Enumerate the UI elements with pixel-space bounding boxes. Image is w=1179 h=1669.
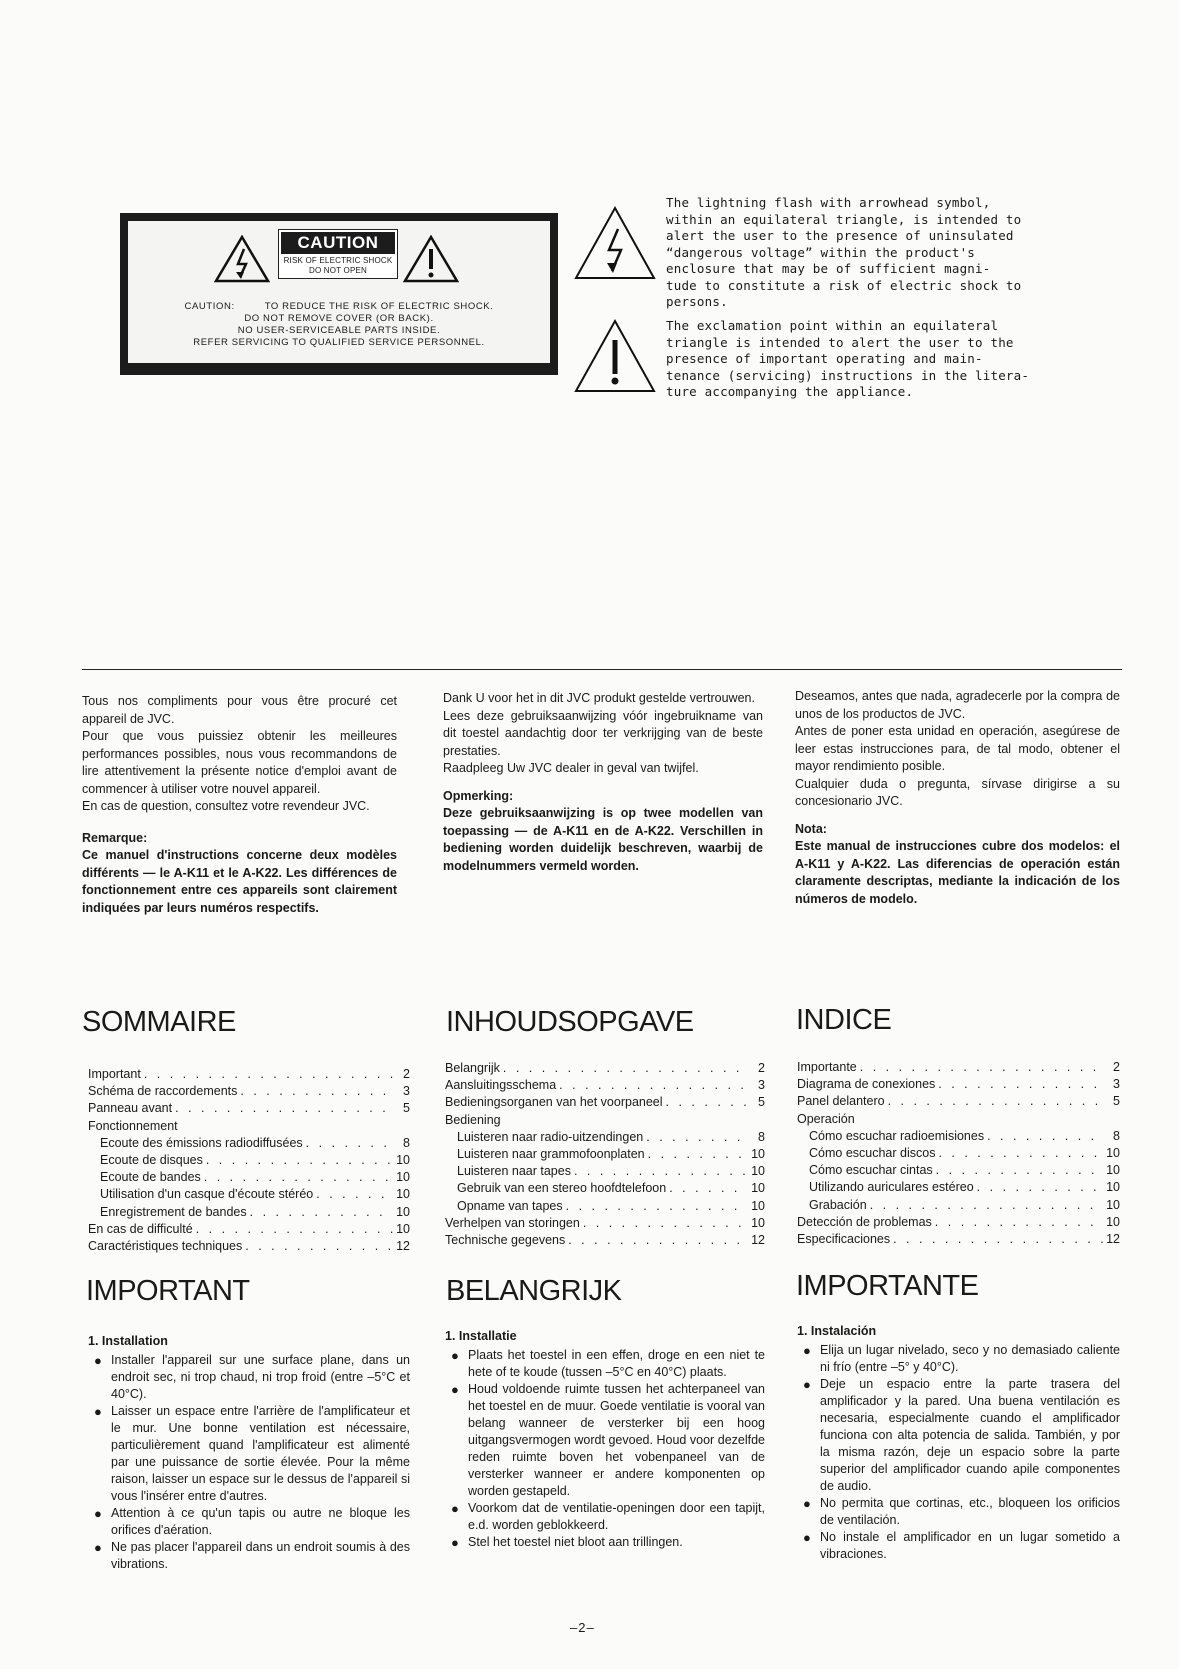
- bullet-icon: ●: [803, 1343, 811, 1358]
- bullet-text: Plaats het toestel in een effen, droge en een niet te hete of te koude (tussen –5°C en 40°C) plaats.: [468, 1348, 765, 1379]
- toc-leader-dots: [574, 1163, 748, 1180]
- toc-entry: [88, 1221, 410, 1238]
- toc-french: [88, 1066, 410, 1255]
- toc-entry: [445, 1215, 765, 1232]
- toc-entry-page: 3: [758, 1078, 765, 1093]
- bullet-item: [445, 1534, 765, 1551]
- toc-entry: [797, 1197, 1120, 1214]
- caution-title-box: [278, 229, 398, 279]
- toc-leader-dots: [196, 1221, 393, 1238]
- toc-leader-dots: [583, 1215, 748, 1232]
- caution-line-4: REFER SERVICING TO QUALIFIED SERVICE PERSONNEL.: [193, 337, 485, 348]
- toc-entry: [797, 1059, 1120, 1076]
- bullet-text: Ne pas placer l'appareil dans un endroit soumis à des vibrations.: [111, 1540, 410, 1571]
- contents-heading-spanish: INDICE: [796, 1004, 892, 1036]
- toc-entry: [88, 1100, 410, 1117]
- note-body: Este manual de instrucciones cubre dos modelos: el A-K11 y A-K22. Las diferencias de operación están claramente descriptas, mediante la indicación de los números de modelo.: [795, 839, 1120, 906]
- toc-entry-label: Belangrijk: [445, 1061, 500, 1075]
- toc-entry-page: 10: [396, 1221, 410, 1236]
- toc-entry-page: 8: [1113, 1128, 1120, 1143]
- important-dutch: [445, 1328, 765, 1551]
- bullet-text: Houd voldoende ruimte tussen het achterpaneel van het toestel en de muur. Goede ventilatie is vooral van belang wanneer de versterker bij een hoog uitgangsvermogen wordt gevoed. Houd voor dezelfde reden ruimte boven het vobenpaneel van de versterker wanneer er andere komponenten op worden gestapeld.: [468, 1382, 765, 1498]
- toc-leader-dots: [938, 1076, 1103, 1093]
- bullet-text: No permita que cortinas, etc., bloqueen los orificios de ventilación.: [820, 1496, 1120, 1527]
- bullet-icon: ●: [803, 1496, 811, 1511]
- toc-entry: [445, 1094, 765, 1111]
- toc-entry: [797, 1231, 1120, 1248]
- caution-prefix: CAUTION:: [184, 301, 235, 312]
- bullet-icon: ●: [451, 1382, 459, 1397]
- intro-paragraph: Cualquier duda o pregunta, sírvase dirigirse a su concesionario JVC.: [795, 776, 1120, 808]
- toc-entry-label: Panel delantero: [797, 1094, 885, 1109]
- toc-spanish: [797, 1059, 1120, 1248]
- toc-leader-dots: [860, 1059, 1103, 1076]
- toc-entry-label: Detección de problemas: [797, 1214, 932, 1229]
- intro-paragraph: Pour que vous puissiez obtenir les meilleures performances possibles, nous vous recommandons de lire attentivement la présente notice d'emploi avant de commencer à utiliser votre nouvel appareil.: [82, 729, 397, 796]
- important-heading-spanish: IMPORTANTE: [796, 1270, 979, 1302]
- toc-entry: [88, 1152, 410, 1169]
- toc-entry: [797, 1162, 1120, 1179]
- lightning-line: enclosure that may be of sufficient magni-: [666, 261, 991, 276]
- toc-entry-page: 10: [1106, 1214, 1120, 1229]
- toc-entry-page: 10: [396, 1170, 410, 1185]
- toc-entry-label: Cómo escuchar radioemisiones: [809, 1128, 985, 1143]
- toc-entry-page: 10: [751, 1181, 765, 1196]
- toc-entry-label: Diagrama de conexiones: [797, 1077, 936, 1092]
- toc-entry-page: 10: [1106, 1163, 1120, 1178]
- contents-heading-french: SOMMAIRE: [82, 1006, 236, 1038]
- toc-entry-label: Caractéristiques techniques: [88, 1239, 243, 1254]
- toc-entry: [445, 1180, 765, 1197]
- toc-leader-dots: [306, 1135, 393, 1152]
- toc-entry-page: 12: [1106, 1232, 1120, 1247]
- toc-entry-page: 12: [751, 1233, 765, 1248]
- toc-entry: [88, 1118, 410, 1135]
- caution-label: [120, 213, 558, 375]
- toc-leader-dots: [204, 1169, 393, 1186]
- toc-entry-page: 10: [751, 1215, 765, 1230]
- intro-paragraph: Tous nos compliments pour vous être procuré cet appareil de JVC.: [82, 694, 397, 726]
- bullet-text: Stel het toestel niet bloot aan trillingen.: [468, 1535, 683, 1549]
- bullet-item: [797, 1342, 1120, 1376]
- bullet-item: [797, 1376, 1120, 1495]
- important-french: [88, 1333, 410, 1573]
- exclamation-symbol-icon: [573, 318, 657, 394]
- intro-paragraph: Dank U voor het in dit JVC produkt gestelde vertrouwen.: [443, 691, 755, 705]
- toc-entry: [445, 1198, 765, 1215]
- toc-entry: [797, 1093, 1120, 1110]
- bullet-item: [445, 1500, 765, 1534]
- bullet-item: [445, 1347, 765, 1381]
- note-heading: Opmerking:: [443, 788, 514, 803]
- important-spanish: [797, 1323, 1120, 1563]
- caution-text: [128, 301, 550, 349]
- toc-leader-dots: [669, 1180, 748, 1197]
- toc-entry-label: Grabación: [809, 1197, 867, 1212]
- toc-leader-dots: [935, 1214, 1103, 1231]
- exclamation-line: The exclamation point within an equilateral: [666, 318, 999, 333]
- divider-line: [82, 669, 1122, 670]
- bullet-item: [88, 1352, 410, 1403]
- caution-line-3: NO USER-SERVICEABLE PARTS INSIDE.: [237, 325, 441, 336]
- bullet-icon: ●: [94, 1540, 102, 1555]
- lightning-symbol-icon: [573, 205, 657, 281]
- bullet-list: [88, 1352, 410, 1573]
- toc-entry: [88, 1204, 410, 1221]
- toc-entry-page: 8: [403, 1135, 410, 1150]
- lightning-line: The lightning flash with arrowhead symbol,: [666, 195, 991, 210]
- toc-entry-label: Opname van tapes: [457, 1198, 563, 1213]
- exclamation-line: triangle is intended to alert the user to the: [666, 334, 1014, 350]
- caution-title: CAUTION: [281, 232, 395, 254]
- toc-leader-dots: [568, 1232, 748, 1249]
- bullet-item: [797, 1495, 1120, 1529]
- toc-entry-page: 2: [403, 1067, 410, 1081]
- toc-entry-label: Bedieningsorganen van het voorpaneel: [445, 1095, 663, 1110]
- intro-paragraph: Lees deze gebruiksaanwijzing vóór ingebruikname van dit toestel aandachtig door ter verkrijging van de beste prestaties.: [443, 708, 763, 758]
- bullet-item: [797, 1529, 1120, 1563]
- toc-entry: [88, 1083, 410, 1100]
- bullet-icon: ●: [94, 1404, 102, 1419]
- toc-entry-page: 10: [1106, 1180, 1120, 1195]
- toc-entry-label: Especificaciones: [797, 1232, 891, 1247]
- bullet-icon: ●: [803, 1377, 811, 1392]
- toc-leader-dots: [646, 1129, 748, 1146]
- toc-entry-label: Verhelpen van storingen: [445, 1215, 580, 1230]
- bullet-item: [88, 1505, 410, 1539]
- toc-leader-dots: [977, 1179, 1103, 1196]
- lightning-line: alert the user to the presence of uninsulated: [666, 228, 1014, 243]
- toc-leader-dots: [175, 1100, 393, 1117]
- important-heading-french: IMPORTANT: [86, 1275, 250, 1307]
- section-heading: 1. Installatie: [445, 1329, 517, 1343]
- toc-entry-label: Luisteren naar radio-uitzendingen: [457, 1129, 644, 1144]
- intro-dutch: [443, 690, 763, 875]
- note-heading: Remarque:: [82, 830, 148, 845]
- toc-entry-label: Ecoute de disques: [100, 1153, 203, 1168]
- toc-entry-label: Important: [88, 1067, 141, 1081]
- toc-leader-dots: [559, 1077, 748, 1094]
- toc-entry: [445, 1077, 765, 1094]
- toc-leader-dots: [144, 1066, 393, 1083]
- note-body: Deze gebruiksaanwijzing is op twee modellen van toepassing — de A-K11 en de A-K22. Verschillen in bediening worden duidelijk beschreven, waarbij de modelnummers vermeld worden.: [443, 806, 763, 873]
- toc-entry-page: 10: [396, 1153, 410, 1168]
- caution-subtitle-1: RISK OF ELECTRIC SHOCK: [283, 256, 393, 265]
- toc-entry-label: Luisteren naar tapes: [457, 1164, 571, 1179]
- toc-leader-dots: [240, 1083, 393, 1100]
- toc-entry-label: Operación: [797, 1111, 855, 1126]
- exclamation-warning-icon: [403, 235, 459, 283]
- toc-entry-page: 5: [1113, 1094, 1120, 1109]
- toc-entry-label: Aansluitingsschema: [445, 1078, 557, 1093]
- bullet-list: [445, 1347, 765, 1551]
- caution-line-1: TO REDUCE THE RISK OF ELECTRIC SHOCK.: [264, 301, 494, 312]
- exclamation-line: presence of important operating and main-: [666, 351, 983, 366]
- bullet-text: Laisser un espace entre l'arrière de l'amplificateur et le mur. Une bonne ventilation est nécessaire, particulièrement quand l'amplificateur est alimenté par une puissance de sortie élevée. Pour la même raison, laisser un espace sur le dessus de l'appareil si vous l'insérer entre d'autres.: [111, 1404, 410, 1503]
- toc-entry-page: 5: [758, 1095, 765, 1110]
- bullet-icon: ●: [451, 1348, 459, 1363]
- lightning-line: “dangerous voltage” within the product's: [666, 244, 976, 260]
- toc-entry: [445, 1129, 765, 1146]
- caution-subtitle-2: DO NOT OPEN: [308, 266, 368, 275]
- toc-entry: [797, 1145, 1120, 1162]
- exclamation-line: ture accompanying the appliance.: [666, 384, 914, 399]
- toc-entry-page: 10: [1106, 1146, 1120, 1161]
- toc-entry: [445, 1060, 765, 1077]
- intro-paragraph: Raadpleeg Uw JVC dealer in geval van twijfel.: [443, 761, 699, 775]
- toc-entry: [88, 1169, 410, 1186]
- exclamation-symbol-text: [666, 318, 1029, 401]
- toc-entry-page: 8: [758, 1129, 765, 1144]
- toc-leader-dots: [648, 1146, 748, 1163]
- toc-entry-label: Bediening: [445, 1112, 501, 1127]
- toc-entry: [88, 1186, 410, 1203]
- intro-spanish: [795, 688, 1120, 908]
- toc-entry: [88, 1066, 410, 1083]
- toc-entry-page: 12: [396, 1239, 410, 1254]
- toc-entry: [88, 1238, 410, 1255]
- toc-leader-dots: [503, 1060, 748, 1077]
- toc-leader-dots: [245, 1238, 393, 1255]
- toc-entry: [797, 1214, 1120, 1231]
- toc-leader-dots: [888, 1093, 1103, 1110]
- toc-leader-dots: [206, 1152, 393, 1169]
- toc-leader-dots: [870, 1197, 1103, 1214]
- important-heading-dutch: BELANGRIJK: [446, 1275, 622, 1307]
- toc-entry: [445, 1163, 765, 1180]
- lightning-line: within an equilateral triangle, is intended to: [666, 211, 1022, 227]
- intro-paragraph: En cas de question, consultez votre revendeur JVC.: [82, 799, 370, 813]
- lightning-symbol-text: [666, 195, 1021, 311]
- toc-entry: [445, 1112, 765, 1129]
- toc-entry-label: Panneau avant: [88, 1101, 173, 1116]
- toc-entry-label: Cómo escuchar discos: [809, 1146, 936, 1161]
- bullet-text: Installer l'appareil sur une surface plane, dans un endroit sec, ni trop chaud, ni trop froid (entre –5°C et 40°C).: [111, 1353, 410, 1401]
- toc-entry-label: Utilizando auriculares estéreo: [809, 1180, 974, 1195]
- toc-entry-page: 2: [1113, 1060, 1120, 1074]
- toc-entry: [88, 1135, 410, 1152]
- bullet-text: Deje un espacio entre la parte trasera del amplificador y la pared. Una buena ventilación es necesaria, especialmente cuando el amplificador funciona con alta potencia de salida. También, y por la misma razón, deje un espacio sobre la parte superior del amplificador cuando apile componentes de audio.: [820, 1377, 1120, 1493]
- bullet-list: [797, 1342, 1120, 1563]
- toc-entry: [797, 1076, 1120, 1093]
- toc-entry-page: 10: [751, 1198, 765, 1213]
- toc-entry: [797, 1111, 1120, 1128]
- toc-dutch: [445, 1060, 765, 1249]
- toc-entry-label: Ecoute des émissions radiodiffusées: [100, 1135, 303, 1150]
- toc-entry-page: 10: [751, 1164, 765, 1179]
- toc-leader-dots: [666, 1094, 748, 1111]
- note-body: Ce manuel d'instructions concerne deux modèles différents — le A-K11 et le A-K22. Les différences de fonctionnement entre ces appareils sont clairement indiquées par leurs numéros respectifs.: [82, 848, 397, 915]
- bullet-text: No instale el amplificador en un lugar sometido a vibraciones.: [820, 1530, 1120, 1561]
- lightning-warning-icon: [214, 235, 270, 283]
- section-heading: 1. Instalación: [797, 1324, 877, 1338]
- caution-line-2: DO NOT REMOVE COVER (OR BACK).: [244, 313, 434, 324]
- toc-leader-dots: [938, 1145, 1103, 1162]
- bullet-icon: ●: [451, 1535, 459, 1550]
- toc-entry-label: Technische gegevens: [445, 1233, 566, 1248]
- bullet-icon: ●: [803, 1530, 811, 1545]
- toc-entry-page: 2: [758, 1061, 765, 1075]
- toc-entry-label: Ecoute de bandes: [100, 1170, 201, 1185]
- toc-entry-label: Utilisation d'un casque d'écoute stéréo: [100, 1187, 314, 1202]
- bullet-item: [445, 1381, 765, 1500]
- toc-entry-page: 5: [403, 1101, 410, 1116]
- note-heading: Nota:: [795, 821, 827, 836]
- page-number: –2–: [570, 1620, 595, 1635]
- bullet-text: Elija un lugar nivelado, seco y no demasiado caliente ni frío (entre –5° y 40°C).: [820, 1343, 1120, 1374]
- toc-entry-label: Gebruik van een stereo hoofdtelefoon: [457, 1181, 667, 1196]
- toc-leader-dots: [566, 1198, 748, 1215]
- bullet-text: Voorkom dat de ventilatie-openingen door een tapijt, e.d. worden geblokkeerd.: [468, 1501, 765, 1532]
- bullet-icon: ●: [94, 1506, 102, 1521]
- toc-entry: [797, 1128, 1120, 1145]
- toc-entry-page: 10: [396, 1187, 410, 1202]
- lightning-line: tude to constitute a risk of electric shock to: [666, 277, 1022, 293]
- toc-entry-label: Schéma de raccordements: [88, 1084, 238, 1099]
- toc-leader-dots: [250, 1204, 393, 1221]
- toc-entry-page: 10: [396, 1204, 410, 1219]
- toc-entry-label: Enregistrement de bandes: [100, 1204, 247, 1219]
- bullet-icon: ●: [94, 1353, 102, 1368]
- intro-paragraph: Deseamos, antes que nada, agradecerle por la compra de unos de los productos de JVC.: [795, 689, 1120, 721]
- toc-entry: [445, 1146, 765, 1163]
- toc-entry-page: 10: [1106, 1197, 1120, 1212]
- toc-entry-label: Importante: [797, 1060, 857, 1074]
- bullet-item: [88, 1403, 410, 1505]
- lightning-line: persons.: [666, 294, 728, 309]
- bullet-icon: ●: [451, 1501, 459, 1516]
- toc-entry-label: Luisteren naar grammofoonplaten: [457, 1147, 645, 1162]
- toc-entry-page: 10: [751, 1147, 765, 1162]
- bullet-item: [88, 1539, 410, 1573]
- intro-paragraph: Antes de poner esta unidad en operación, asegúrese de leer estas instrucciones para, de tal modo, obtener el mayor rendimiento posible.: [795, 724, 1120, 773]
- toc-entry-page: 3: [1113, 1077, 1120, 1092]
- bullet-text: Attention à ce qu'un tapis ou autre ne bloque les orifices d'aération.: [111, 1506, 410, 1537]
- toc-entry-label: En cas de difficulté: [88, 1221, 193, 1236]
- toc-leader-dots: [936, 1162, 1103, 1179]
- contents-heading-dutch: INHOUDSOPGAVE: [446, 1006, 694, 1038]
- intro-french: [82, 693, 397, 917]
- toc-leader-dots: [987, 1128, 1103, 1145]
- toc-entry-page: 3: [403, 1084, 410, 1099]
- toc-entry-label: Cómo escuchar cintas: [809, 1163, 933, 1178]
- exclamation-line: tenance (servicing) instructions in the litera-: [666, 367, 1030, 383]
- section-heading: 1. Installation: [88, 1334, 168, 1348]
- toc-entry: [445, 1232, 765, 1249]
- toc-leader-dots: [316, 1186, 393, 1203]
- toc-entry: [797, 1179, 1120, 1196]
- toc-leader-dots: [893, 1231, 1103, 1248]
- toc-entry-label: Fonctionnement: [88, 1118, 178, 1133]
